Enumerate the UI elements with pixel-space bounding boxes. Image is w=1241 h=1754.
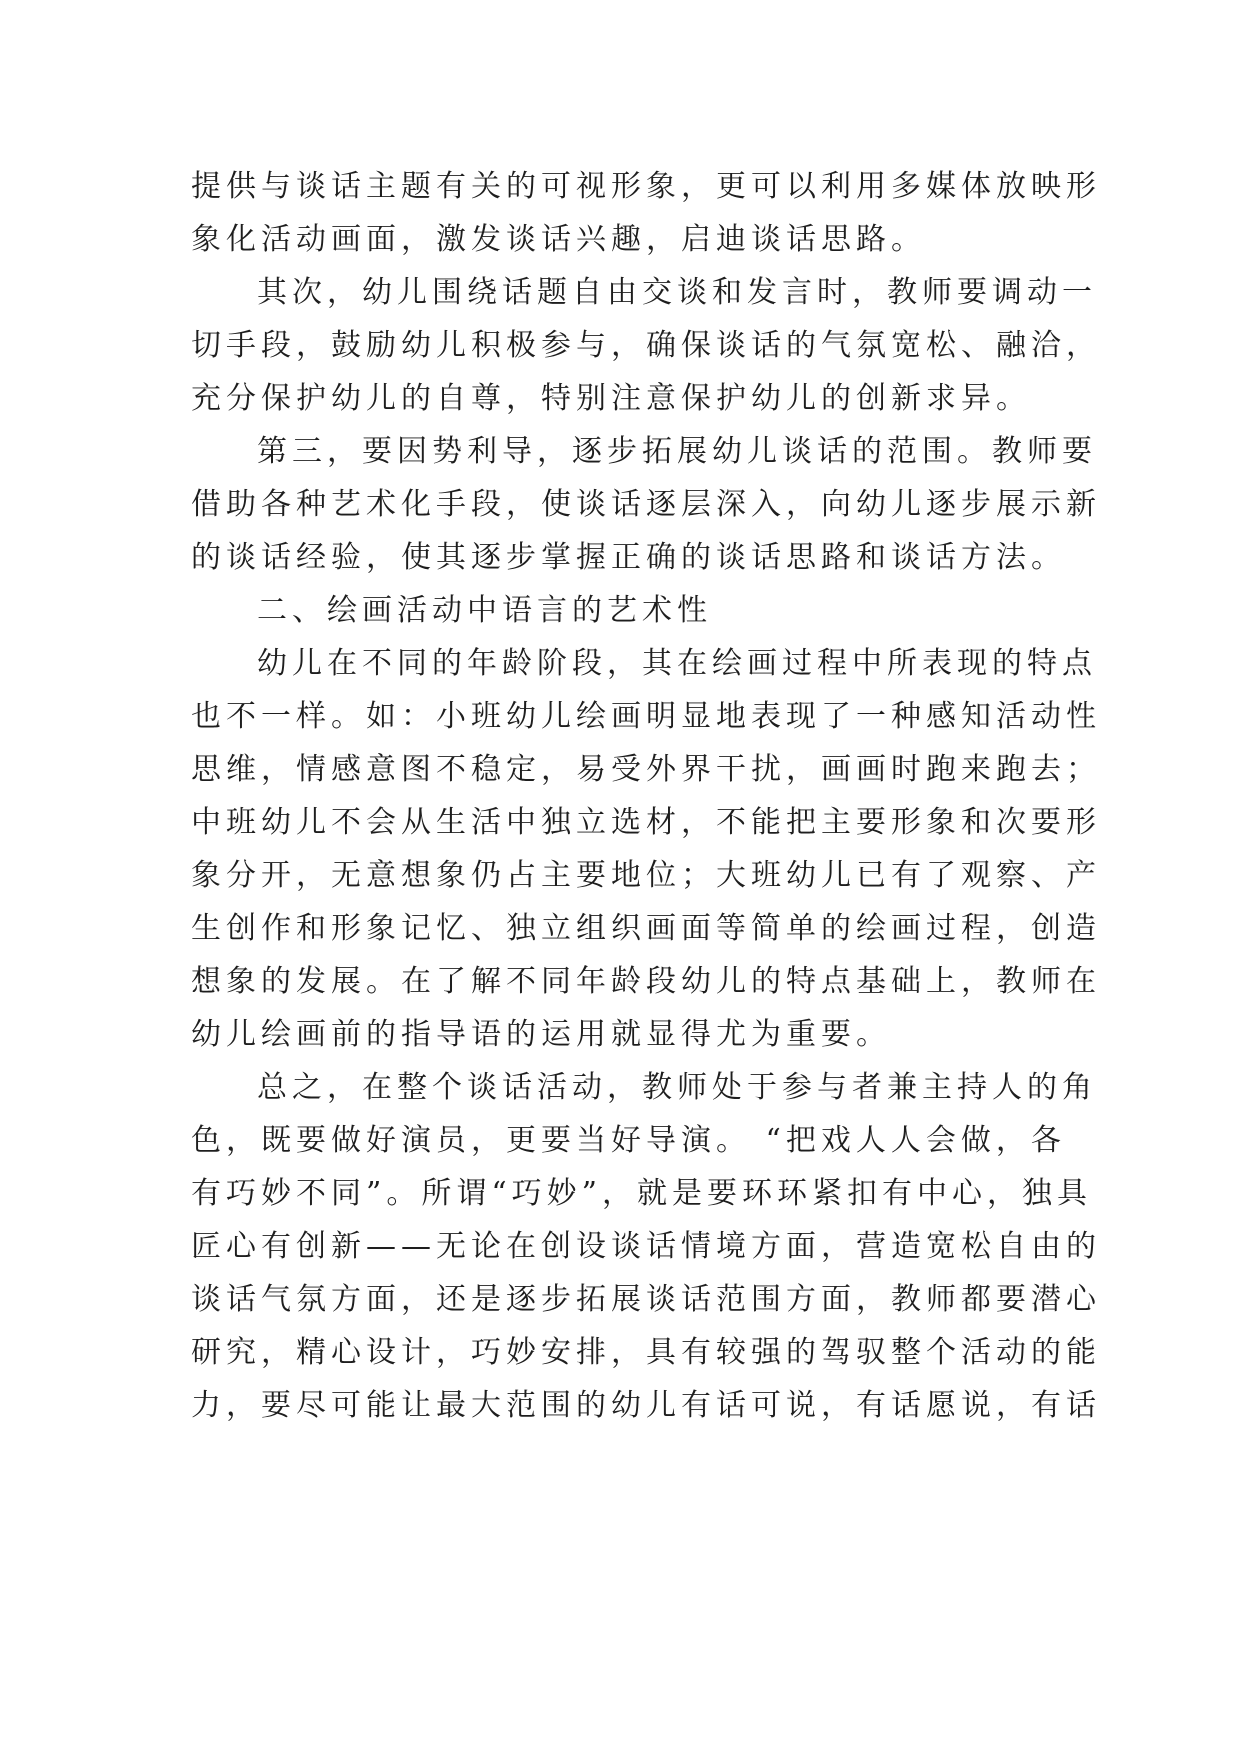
paragraph-line: 提供与谈话主题有关的可视形象，更可以利用多媒体放映形	[191, 169, 1101, 204]
paragraph-line: 也不一样。如：小班幼儿绘画明显地表现了一种感知活动性	[191, 699, 1101, 734]
paragraph-first-line: 第三，要因势利导，逐步拓展幼儿谈话的范围。教师要	[257, 434, 1097, 469]
paragraph-line: 有巧妙不同”。所谓“巧妙”，就是要环环紧扣有中心，独具	[191, 1176, 1093, 1211]
paragraph-first-line: 总之，在整个谈话活动，教师处于参与者兼主持人的角	[257, 1070, 1097, 1105]
paragraph-line: 幼儿绘画前的指导语的运用就显得尤为重要。	[191, 1017, 891, 1052]
paragraph-first-line: 其次，幼儿围绕话题自由交谈和发言时，教师要调动一	[257, 275, 1097, 310]
paragraph-line: 中班幼儿不会从生活中独立选材，不能把主要形象和次要形	[191, 805, 1101, 840]
paragraph-line: 的谈话经验，使其逐步掌握正确的谈话思路和谈话方法。	[191, 540, 1066, 575]
paragraph-line: 研究，精心设计，巧妙安排，具有较强的驾驭整个活动的能	[191, 1335, 1101, 1370]
paragraph-line: 想象的发展。在了解不同年龄段幼儿的特点基础上，教师在	[191, 964, 1101, 999]
paragraph-line: 力，要尽可能让最大范围的幼儿有话可说，有话愿说，有话	[191, 1388, 1101, 1423]
paragraph-line: 色，既要做好演员，更要当好导演。 “把戏人人会做，各	[191, 1123, 1066, 1158]
paragraph-line: 象分开，无意想象仍占主要地位；大班幼儿已有了观察、产	[191, 858, 1101, 893]
paragraph-line: 切手段，鼓励幼儿积极参与，确保谈话的气氛宽松、融洽，	[191, 328, 1101, 363]
paragraph-line: 思维，情感意图不稳定，易受外界干扰，画画时跑来跑去；	[191, 752, 1101, 787]
paragraph-line: 充分保护幼儿的自尊，特别注意保护幼儿的创新求异。	[191, 381, 1031, 416]
paragraph-line: 匠心有创新——无论在创设谈话情境方面，营造宽松自由的	[191, 1229, 1101, 1264]
paragraph-line: 象化活动画面，激发谈话兴趣，启迪谈话思路。	[191, 222, 926, 257]
paragraph-first-line: 幼儿在不同的年龄阶段，其在绘画过程中所表现的特点	[257, 646, 1097, 681]
paragraph-line: 生创作和形象记忆、独立组织画面等简单的绘画过程，创造	[191, 911, 1101, 946]
section-heading: 二、绘画活动中语言的艺术性	[257, 593, 712, 628]
document-body	[191, 160, 1101, 1432]
paragraph-line: 借助各种艺术化手段，使谈话逐层深入，向幼儿逐步展示新	[191, 487, 1101, 522]
paragraph-line: 谈话气氛方面，还是逐步拓展谈话范围方面，教师都要潜心	[191, 1282, 1101, 1317]
